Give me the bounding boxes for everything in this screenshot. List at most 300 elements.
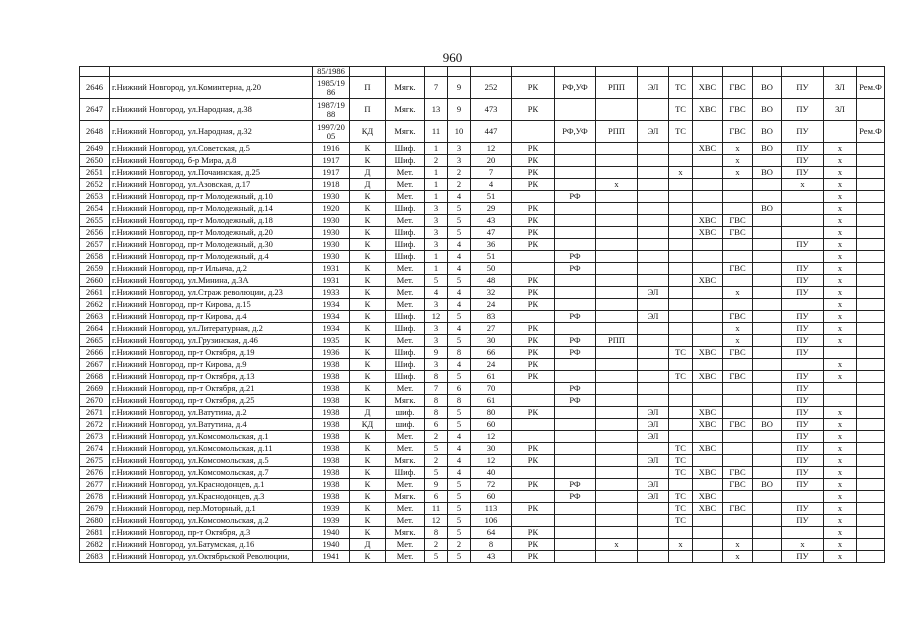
cell-build-year: 1938 xyxy=(313,455,350,467)
cell-col-zl: х xyxy=(824,407,857,419)
cell-residents: 30 xyxy=(471,443,512,455)
cell-apartments: 3 xyxy=(425,227,448,239)
cell-address: г.Нижний Новгород, ул.Коминтерна, д.20 xyxy=(110,77,313,99)
cell-col-zl xyxy=(824,347,857,359)
cell-floors: 4 xyxy=(448,191,471,203)
cell-floors: 5 xyxy=(448,419,471,431)
cell-col-rpp xyxy=(596,491,638,503)
cell-record-number: 2675 xyxy=(80,455,110,467)
cell-col-hvs xyxy=(693,539,723,551)
cell-col-rk: РК xyxy=(512,455,555,467)
cell-roof-type: Мет. xyxy=(386,503,425,515)
cell-build-year: 1916 xyxy=(313,143,350,155)
cell-col-ts xyxy=(669,275,693,287)
cell-record-number: 2654 xyxy=(80,203,110,215)
cell-floors: 4 xyxy=(448,359,471,371)
cell-col-vo xyxy=(753,443,782,455)
cell-col-el xyxy=(638,263,669,275)
cell-floors: 2 xyxy=(448,167,471,179)
cell-col-zl: х xyxy=(824,299,857,311)
cell-col-remf xyxy=(857,179,885,191)
cell-col-rk: РК xyxy=(512,323,555,335)
cell-apartments: 3 xyxy=(425,359,448,371)
cell-col-rpp: РПП xyxy=(596,77,638,99)
cell-build-year: 1939 xyxy=(313,503,350,515)
cell-floors: 5 xyxy=(448,275,471,287)
cell-residents: 43 xyxy=(471,551,512,563)
cell-address: г.Нижний Новгород, пр-т Молодежный, д.20 xyxy=(110,227,313,239)
cell-col-rf xyxy=(555,323,596,335)
cell-address: г.Нижний Новгород, ул.Страж революции, д.23 xyxy=(110,287,313,299)
table-row xyxy=(80,251,885,263)
cell-roof-type: Мет. xyxy=(386,515,425,527)
cell-col-rk: РК xyxy=(512,299,555,311)
cell-col-rf xyxy=(555,371,596,383)
cell-col-ts xyxy=(669,239,693,251)
cell-col-el xyxy=(638,347,669,359)
cell-col-gvs: х xyxy=(723,155,753,167)
cell-roof-type: Мягк. xyxy=(386,527,425,539)
cell-floors: 5 xyxy=(448,479,471,491)
cell-col-remf xyxy=(857,203,885,215)
cell-col-hvs xyxy=(693,359,723,371)
cell-col-gvs: ГВС xyxy=(723,99,753,121)
cell-col-rpp xyxy=(596,479,638,491)
cell-col-gvs: ГВС xyxy=(723,479,753,491)
cell-col-zl: х xyxy=(824,431,857,443)
cell-col-el xyxy=(638,275,669,287)
cell-wall-type: П xyxy=(350,99,386,121)
cell-col-rpp xyxy=(596,551,638,563)
housing-register-table xyxy=(79,66,885,563)
cell-record-number: 2649 xyxy=(80,143,110,155)
cell-col-rf xyxy=(555,155,596,167)
cell-col-gvs: ГВС xyxy=(723,347,753,359)
cell-col-rk: РК xyxy=(512,479,555,491)
cell-col-pu: ПУ xyxy=(782,335,824,347)
cell-col-ts xyxy=(669,359,693,371)
cell-col-vo xyxy=(753,359,782,371)
cell-col-zl: х xyxy=(824,191,857,203)
cell-apartments: 3 xyxy=(425,239,448,251)
cell-col-ts xyxy=(669,143,693,155)
cell-col-rpp xyxy=(596,167,638,179)
cell-address: г.Нижний Новгород, пр-т Кирова, д.15 xyxy=(110,299,313,311)
cell-wall-type: Д xyxy=(350,539,386,551)
cell-address: г.Нижний Новгород, ул.Народная, д.38 xyxy=(110,99,313,121)
cell-col-el xyxy=(638,215,669,227)
cell-col-remf xyxy=(857,323,885,335)
cell-col-el xyxy=(638,539,669,551)
cell-col-pu: ПУ xyxy=(782,419,824,431)
cell-build-year: 1997/20 05 xyxy=(313,121,350,143)
cell-col-gvs: х xyxy=(723,539,753,551)
cell-col-hvs xyxy=(693,121,723,143)
cell-col-zl: х xyxy=(824,239,857,251)
cell-col-vo xyxy=(753,215,782,227)
cell-col-rf xyxy=(555,515,596,527)
cell-col-gvs xyxy=(723,251,753,263)
cell-col-el xyxy=(638,371,669,383)
cell-col-zl: х xyxy=(824,539,857,551)
cell-record-number: 2647 xyxy=(80,99,110,121)
cell-roof-type: Мет. xyxy=(386,551,425,563)
cell-roof-type: Шиф. xyxy=(386,467,425,479)
cell-build-year: 1931 xyxy=(313,275,350,287)
cell-col-vo xyxy=(753,155,782,167)
cell-col-el: ЭЛ xyxy=(638,77,669,99)
cell-col-pu: ПУ xyxy=(782,479,824,491)
cell-col-el xyxy=(638,203,669,215)
cell-col-hvs xyxy=(693,383,723,395)
cell-col-ts xyxy=(669,479,693,491)
cell-col-el xyxy=(638,99,669,121)
cell-col-el xyxy=(638,527,669,539)
cell-address: г.Нижний Новгород, ул.Литературная, д.2 xyxy=(110,323,313,335)
cell-col-rpp xyxy=(596,347,638,359)
cell-col-rk xyxy=(512,263,555,275)
cell-col-gvs: х xyxy=(723,323,753,335)
cell-col-vo: ВО xyxy=(753,77,782,99)
cell-col-rpp xyxy=(596,503,638,515)
cell-col-rk: РК xyxy=(512,239,555,251)
cell-residents: 40 xyxy=(471,467,512,479)
cell-col-ts: х xyxy=(669,167,693,179)
table-row xyxy=(80,515,885,527)
cell-col-hvs: ХВС xyxy=(693,407,723,419)
cell-col-rk xyxy=(512,191,555,203)
cell-address: г.Нижний Новгород, пер.Моторный, д.1 xyxy=(110,503,313,515)
cell-apartments: 8 xyxy=(425,371,448,383)
cell-address: г.Нижний Новгород, пр-т Молодежный, д.10 xyxy=(110,191,313,203)
cell-col-rf: РФ xyxy=(555,311,596,323)
cell-floors: 5 xyxy=(448,551,471,563)
cell-col-rf: РФ xyxy=(555,263,596,275)
cell-residents: 61 xyxy=(471,371,512,383)
cell-wall-type: К xyxy=(350,227,386,239)
cell-roof-type: Мет. xyxy=(386,191,425,203)
cell-col-remf: Рем.Ф xyxy=(857,77,885,99)
cell-col-el: ЭЛ xyxy=(638,491,669,503)
cell-wall-type: К xyxy=(350,299,386,311)
cell-address: г.Нижний Новгород, пр-т Молодежный, д.14 xyxy=(110,203,313,215)
cell-col-remf xyxy=(857,431,885,443)
cell-col-ts: ТС xyxy=(669,503,693,515)
cell-col-pu xyxy=(782,215,824,227)
cell-col-gvs xyxy=(723,299,753,311)
cell-col-ts xyxy=(669,179,693,191)
cell-col-ts xyxy=(669,155,693,167)
cell-col-rf xyxy=(555,143,596,155)
cell-col-remf xyxy=(857,335,885,347)
cell-col-ts xyxy=(669,335,693,347)
cell-record-number: 2676 xyxy=(80,467,110,479)
cell-apartments: 1 xyxy=(425,167,448,179)
cell-col-rf: РФ xyxy=(555,395,596,407)
cell-record-number: 2662 xyxy=(80,299,110,311)
table-row xyxy=(80,275,885,287)
cell-record-number: 2667 xyxy=(80,359,110,371)
table-row xyxy=(80,383,885,395)
cell-roof-type: Шиф. xyxy=(386,239,425,251)
cell-col-remf: Рем.Ф xyxy=(857,121,885,143)
cell-residents: 113 xyxy=(471,503,512,515)
cell-col-remf xyxy=(857,515,885,527)
cell-record-number: 2652 xyxy=(80,179,110,191)
cell-col-gvs: х xyxy=(723,287,753,299)
cell-col-rpp: х xyxy=(596,539,638,551)
cell-residents: 47 xyxy=(471,227,512,239)
cell-col-hvs xyxy=(693,191,723,203)
cell-wall-type: К xyxy=(350,215,386,227)
cell-address: г.Нижний Новгород, ул.Комсомольская, д.7 xyxy=(110,467,313,479)
cell-wall-type: К xyxy=(350,527,386,539)
table-row xyxy=(80,419,885,431)
cell-address: г.Нижний Новгород, пр-т Ильича, д.2 xyxy=(110,263,313,275)
cell-col-rf: РФ xyxy=(555,335,596,347)
cell-address: г.Нижний Новгород, пр-т Кирова, д.9 xyxy=(110,359,313,371)
cell-col-hvs xyxy=(693,287,723,299)
cell-wall-type: К xyxy=(350,431,386,443)
cell-col-hvs xyxy=(693,155,723,167)
cell-col-rf xyxy=(555,551,596,563)
cell-col-hvs: ХВС xyxy=(693,467,723,479)
cell-col-rk: РК xyxy=(512,551,555,563)
cell-col-zl: х xyxy=(824,251,857,263)
cell-wall-type: Д xyxy=(350,407,386,419)
cell-record-number: 2658 xyxy=(80,251,110,263)
cell-wall-type: К xyxy=(350,155,386,167)
table-row xyxy=(80,143,885,155)
table-row xyxy=(80,263,885,275)
cell-wall-type: К xyxy=(350,335,386,347)
cell-col-rpp xyxy=(596,227,638,239)
cell-col-rf xyxy=(555,99,596,121)
cell-col-gvs: ГВС xyxy=(723,419,753,431)
cell-roof-type: Мягк. xyxy=(386,491,425,503)
cell-col-ts xyxy=(669,227,693,239)
cell-col-el xyxy=(638,383,669,395)
cell-floors: 5 xyxy=(448,503,471,515)
cell-col-rpp: РПП xyxy=(596,335,638,347)
cell-floors: 3 xyxy=(448,155,471,167)
cell-col-gvs: х xyxy=(723,551,753,563)
cell-residents: 473 xyxy=(471,99,512,121)
cell-address: г.Нижний Новгород, ул.Комсомольская, д.11 xyxy=(110,443,313,455)
cell-col-rk xyxy=(512,419,555,431)
cell-col-remf xyxy=(857,551,885,563)
cell-build-year: 1934 xyxy=(313,311,350,323)
cell-address: г.Нижний Новгород, ул.Грузинская, д.46 xyxy=(110,335,313,347)
table-row xyxy=(80,347,885,359)
cell-col-rk: РК xyxy=(512,371,555,383)
cell-address: г.Нижний Новгород, пр-т Молодежный, д.4 xyxy=(110,251,313,263)
cell-floors: 5 xyxy=(448,215,471,227)
cell-col-pu xyxy=(782,203,824,215)
cell-roof-type: Мягк. xyxy=(386,77,425,99)
cell-residents: 83 xyxy=(471,311,512,323)
cell-col-vo xyxy=(753,539,782,551)
cell-col-rf: РФ xyxy=(555,251,596,263)
cell-address: г.Нижний Новгород, ул.Народная, д.32 xyxy=(110,121,313,143)
cell-col-gvs: ГВС xyxy=(723,263,753,275)
cell-col-ts xyxy=(669,383,693,395)
cell-build-year: 1918 xyxy=(313,179,350,191)
cell-col-rf xyxy=(555,203,596,215)
table-row xyxy=(80,311,885,323)
cell-apartments: 8 xyxy=(425,527,448,539)
cell-col-zl: х xyxy=(824,215,857,227)
cell-floors: 5 xyxy=(448,335,471,347)
cell-col-el: ЭЛ xyxy=(638,407,669,419)
cell-floors: 4 xyxy=(448,323,471,335)
cell-col-rf xyxy=(555,287,596,299)
table-row xyxy=(80,455,885,467)
cell-build-year: 1938 xyxy=(313,395,350,407)
cell-col-vo xyxy=(753,515,782,527)
table-top-row xyxy=(80,67,885,77)
cell-col-zl: х xyxy=(824,467,857,479)
cell-col-rpp xyxy=(596,215,638,227)
cell-address: г.Нижний Новгород, ул.Советская, д.5 xyxy=(110,143,313,155)
cell-residents: 12 xyxy=(471,455,512,467)
cell-col-el xyxy=(638,251,669,263)
cell-record-number: 2678 xyxy=(80,491,110,503)
cell-address: г.Нижний Новгород, пр-т Октября, д.13 xyxy=(110,371,313,383)
cell-col-ts xyxy=(669,191,693,203)
cell-wall-type: К xyxy=(350,311,386,323)
cell-col-rk xyxy=(512,515,555,527)
cell-col-rf xyxy=(555,167,596,179)
cell-col-el: ЭЛ xyxy=(638,431,669,443)
cell-col-zl: х xyxy=(824,167,857,179)
cell-col-pu: ПУ xyxy=(782,407,824,419)
cell-record-number: 2668 xyxy=(80,371,110,383)
cell-col-remf xyxy=(857,491,885,503)
cell-col-rk: РК xyxy=(512,215,555,227)
cell-col-el xyxy=(638,191,669,203)
cell-col-rk: РК xyxy=(512,155,555,167)
cell-col-rf xyxy=(555,467,596,479)
cell-col-pu: ПУ xyxy=(782,551,824,563)
cell-wall-type: П xyxy=(350,77,386,99)
cell-floors: 2 xyxy=(448,179,471,191)
cell-roof-type: Мет. xyxy=(386,287,425,299)
table-row xyxy=(80,121,885,143)
cell-apartments: 1 xyxy=(425,263,448,275)
cell-col-remf xyxy=(857,99,885,121)
cell-apartments: 4 xyxy=(425,287,448,299)
cell-col-ts: ТС xyxy=(669,443,693,455)
cell-col-gvs xyxy=(723,407,753,419)
cell-col-gvs xyxy=(723,527,753,539)
cell-col-rf: РФ xyxy=(555,383,596,395)
cell-col-pu: ПУ xyxy=(782,467,824,479)
cell-col-rpp xyxy=(596,275,638,287)
cell-col-remf xyxy=(857,347,885,359)
cell-build-year: 1917 xyxy=(313,167,350,179)
cell-col-vo: ВО xyxy=(753,121,782,143)
cell-col-el: ЭЛ xyxy=(638,121,669,143)
cell-col-rf: РФ xyxy=(555,191,596,203)
cell-col-pu: ПУ xyxy=(782,143,824,155)
cell-record-number: 2660 xyxy=(80,275,110,287)
cell-col-rf xyxy=(555,503,596,515)
cell-record-number: 2677 xyxy=(80,479,110,491)
cell-col-pu xyxy=(782,491,824,503)
cell-apartments: 1 xyxy=(425,143,448,155)
cell-residents: 60 xyxy=(471,491,512,503)
cell-col-ts xyxy=(669,287,693,299)
cell-address: г.Нижний Новгород, ул.Комсомольская, д.2 xyxy=(110,515,313,527)
cell-col-rpp xyxy=(596,455,638,467)
cell-col-rpp xyxy=(596,395,638,407)
cell-col-rk: РК xyxy=(512,503,555,515)
cell-col-zl: х xyxy=(824,419,857,431)
cell-roof-type: Мет. xyxy=(386,263,425,275)
cell-col-pu: ПУ xyxy=(782,239,824,251)
page-number: 960 xyxy=(442,50,463,65)
table-row xyxy=(80,191,885,203)
cell-build-year: 1917 xyxy=(313,155,350,167)
cell-col-vo: ВО xyxy=(753,419,782,431)
cell-col-ts: ТС xyxy=(669,515,693,527)
cell-address: г.Нижний Новгород, пр-т Молодежный, д.30 xyxy=(110,239,313,251)
cell-col-hvs xyxy=(693,167,723,179)
cell-address: г.Нижний Новгород, ул.Краснодонцев, д.1 xyxy=(110,479,313,491)
cell-col-hvs: ХВС xyxy=(693,77,723,99)
cell-col-zl: х xyxy=(824,203,857,215)
cell-residents: 60 xyxy=(471,419,512,431)
cell-address: г.Нижний Новгород, ул.Минина, д.3А xyxy=(110,275,313,287)
cell-wall-type: К xyxy=(350,503,386,515)
cell-col-rpp xyxy=(596,143,638,155)
cell-apartments: 3 xyxy=(425,203,448,215)
cell-wall-type: К xyxy=(350,371,386,383)
cell-col-rf xyxy=(555,443,596,455)
cell-col-hvs: ХВС xyxy=(693,275,723,287)
cell-col-el: ЭЛ xyxy=(638,287,669,299)
cell-build-year: 1934 xyxy=(313,299,350,311)
cell-wall-type: КД xyxy=(350,121,386,143)
cell-col-zl: х xyxy=(824,311,857,323)
cell-roof-type: Мет. xyxy=(386,443,425,455)
cell-record-number: 2665 xyxy=(80,335,110,347)
cell-wall-type: К xyxy=(350,263,386,275)
cell-col-pu: ПУ xyxy=(782,263,824,275)
cell-build-year: 1935 xyxy=(313,335,350,347)
cell-col-remf xyxy=(857,263,885,275)
cell-col-pu: ПУ xyxy=(782,287,824,299)
cell-col-vo xyxy=(753,263,782,275)
cell-col-hvs xyxy=(693,551,723,563)
cell-col-el: ЭЛ xyxy=(638,455,669,467)
cell-col-pu: ПУ xyxy=(782,77,824,99)
cell-col-hvs xyxy=(693,239,723,251)
table-row xyxy=(80,239,885,251)
cell-floors: 5 xyxy=(448,203,471,215)
cell-wall-type: К xyxy=(350,383,386,395)
cell-col-hvs: ХВС xyxy=(693,99,723,121)
cell-roof-type: Шиф. xyxy=(386,155,425,167)
cell-col-remf xyxy=(857,539,885,551)
cell-col-zl: х xyxy=(824,371,857,383)
cell-build-year: 1938 xyxy=(313,491,350,503)
cell-col-ts xyxy=(669,203,693,215)
cell-col-el xyxy=(638,551,669,563)
cell-col-el xyxy=(638,167,669,179)
cell-col-vo xyxy=(753,347,782,359)
